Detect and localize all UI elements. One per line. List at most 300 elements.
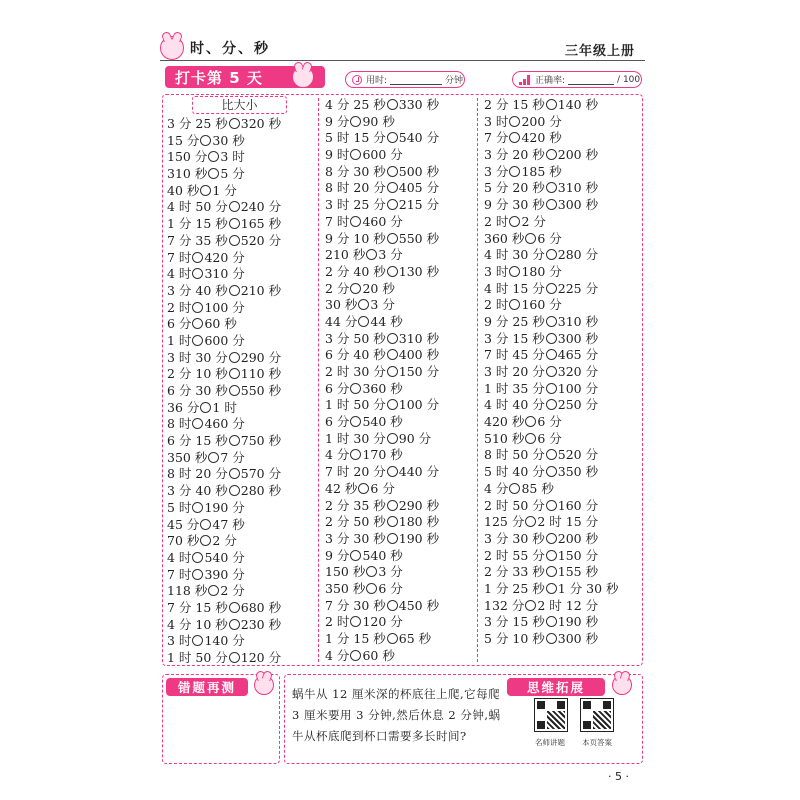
left-quantity: 7 时 xyxy=(167,566,192,582)
comparison-item xyxy=(484,164,619,181)
right-quantity: 90 分 xyxy=(398,430,432,446)
comparison-item xyxy=(325,180,439,197)
answer-circle[interactable] xyxy=(387,233,398,244)
left-quantity: 2 时 30 分 xyxy=(325,364,386,379)
answer-circle[interactable] xyxy=(546,249,557,260)
comparison-item xyxy=(484,97,619,114)
answer-circle[interactable] xyxy=(546,316,557,327)
right-quantity: 140 分 xyxy=(204,633,245,649)
left-quantity: 4 分 xyxy=(484,480,509,496)
left-quantity: 4 分 25 秒 xyxy=(325,97,386,112)
answer-circle[interactable] xyxy=(229,435,240,446)
left-quantity: 5 分 10 秒 xyxy=(484,631,545,646)
right-quantity: 300 秒 xyxy=(557,330,599,346)
answer-circle[interactable] xyxy=(546,566,557,577)
comparison-item xyxy=(325,414,439,431)
comparison-item xyxy=(167,300,281,317)
answer-circle[interactable] xyxy=(208,168,219,179)
comparison-item xyxy=(484,431,619,448)
left-quantity: 150 秒 xyxy=(325,564,366,580)
left-quantity: 15 分 xyxy=(167,132,200,148)
answer-circle[interactable] xyxy=(546,283,557,294)
right-quantity: 3 分 xyxy=(370,297,395,313)
left-quantity: 118 秒 xyxy=(167,583,208,599)
answer-circle[interactable] xyxy=(509,132,520,143)
answer-circle[interactable] xyxy=(509,166,520,177)
comparison-item xyxy=(325,514,439,531)
answer-circle[interactable] xyxy=(546,149,557,160)
answer-circle[interactable] xyxy=(387,182,398,193)
left-quantity: 4 时 50 分 xyxy=(167,199,228,215)
right-quantity: 2 时 15 分 xyxy=(537,514,599,530)
answer-circle[interactable] xyxy=(200,402,211,413)
answer-circle[interactable] xyxy=(192,318,203,329)
answer-circle[interactable] xyxy=(509,483,520,494)
answer-circle[interactable] xyxy=(546,449,557,460)
answer-circle[interactable] xyxy=(208,585,219,596)
right-quantity: 215 分 xyxy=(398,197,440,213)
comparison-item xyxy=(325,197,439,214)
comparison-item xyxy=(325,97,439,114)
comparison-item xyxy=(167,350,281,367)
left-quantity: 6 分 30 秒 xyxy=(167,383,228,398)
answer-circle[interactable] xyxy=(387,166,398,177)
right-quantity: 400 秒 xyxy=(398,347,440,363)
comparison-item xyxy=(167,383,281,400)
answer-circle[interactable] xyxy=(192,252,203,263)
answer-circle[interactable] xyxy=(366,249,377,260)
right-quantity: 110 秒 xyxy=(240,366,282,382)
answer-circle[interactable] xyxy=(192,552,203,563)
right-quantity: 420 分 xyxy=(204,249,245,265)
left-quantity: 9 分 25 秒 xyxy=(484,313,545,329)
answer-circle[interactable] xyxy=(229,468,240,479)
right-quantity: 280 分 xyxy=(557,247,599,263)
comparison-item xyxy=(484,447,619,464)
left-quantity: 2 时 xyxy=(484,213,509,229)
comparison-item xyxy=(484,481,619,498)
answer-circle[interactable] xyxy=(366,566,377,577)
answer-circle[interactable] xyxy=(229,235,240,246)
answer-circle[interactable] xyxy=(387,633,398,644)
left-quantity: 4 时 15 分 xyxy=(484,280,545,296)
comparison-item xyxy=(167,600,281,617)
left-quantity: 8 分 30 秒 xyxy=(325,163,386,179)
answer-circle[interactable] xyxy=(350,216,361,227)
left-quantity: 6 分 40 秒 xyxy=(325,347,386,363)
left-quantity: 40 秒 xyxy=(167,182,200,198)
left-quantity: 2 时 50 分 xyxy=(484,497,545,513)
answer-circle[interactable] xyxy=(229,218,240,229)
answer-circle[interactable] xyxy=(192,502,203,513)
answer-circle[interactable] xyxy=(192,335,203,346)
answer-circle[interactable] xyxy=(200,519,211,530)
right-quantity: 240 分 xyxy=(240,199,282,215)
qr-code-icon-1[interactable] xyxy=(534,698,568,732)
left-quantity: 3 分 15 秒 xyxy=(484,330,545,346)
comparison-item xyxy=(325,531,439,548)
left-quantity: 2 分 10 秒 xyxy=(167,366,228,382)
left-quantity: 4 时 30 分 xyxy=(484,247,545,263)
left-quantity: 125 分 xyxy=(484,514,525,530)
answer-circle[interactable] xyxy=(546,583,557,594)
comparison-item xyxy=(484,364,619,381)
answer-circle[interactable] xyxy=(387,399,398,410)
right-quantity: 750 秒 xyxy=(240,433,282,449)
right-quantity: 85 秒 xyxy=(521,480,554,496)
comparison-item xyxy=(167,483,281,500)
left-quantity: 4 分 xyxy=(325,647,350,663)
accuracy-total: / 100 xyxy=(617,74,641,85)
answer-circle[interactable] xyxy=(387,433,398,444)
answer-circle[interactable] xyxy=(200,185,211,196)
answer-circle[interactable] xyxy=(387,533,398,544)
column-divider-1 xyxy=(318,98,319,662)
right-quantity: 600 分 xyxy=(362,147,403,163)
answer-circle[interactable] xyxy=(509,266,520,277)
answer-circle[interactable] xyxy=(387,132,398,143)
comparison-item xyxy=(167,250,281,267)
answer-circle[interactable] xyxy=(358,316,369,327)
left-quantity: 8 时 xyxy=(167,416,192,432)
comparison-item xyxy=(167,416,281,433)
comparison-item xyxy=(484,614,619,631)
answer-circle[interactable] xyxy=(546,349,557,360)
comparison-item xyxy=(167,533,281,550)
answer-circle[interactable] xyxy=(546,366,557,377)
time-label: 用时: xyxy=(366,76,388,86)
comparison-item xyxy=(167,233,281,250)
chapter-title: 时、分、秒 xyxy=(190,41,270,57)
answer-circle[interactable] xyxy=(229,118,240,129)
accuracy-box xyxy=(512,71,642,88)
answer-circle[interactable] xyxy=(350,149,361,160)
answer-circle[interactable] xyxy=(192,418,203,429)
right-quantity: 390 分 xyxy=(204,566,245,582)
answer-circle[interactable] xyxy=(525,516,536,527)
time-input-line[interactable] xyxy=(390,75,442,85)
answer-circle[interactable] xyxy=(350,283,361,294)
right-quantity: 680 秒 xyxy=(240,599,282,615)
answer-circle[interactable] xyxy=(387,99,398,110)
comparison-item xyxy=(167,567,281,584)
comparison-item xyxy=(167,517,281,534)
left-quantity: 1 分 15 秒 xyxy=(325,631,386,646)
comparison-item xyxy=(325,364,439,381)
answer-circle[interactable] xyxy=(546,99,557,110)
mascot-icon xyxy=(160,36,184,60)
right-quantity: 180 分 xyxy=(521,263,562,279)
left-quantity: 4 分 10 秒 xyxy=(167,616,228,632)
rabbit-mascot-icon xyxy=(292,66,314,88)
right-quantity: 6 分 xyxy=(378,580,403,596)
answer-circle[interactable] xyxy=(350,449,361,460)
left-quantity: 1 分 15 秒 xyxy=(167,216,228,232)
answer-circle[interactable] xyxy=(387,500,398,511)
right-quantity: 540 秒 xyxy=(362,547,403,563)
answer-circle[interactable] xyxy=(192,268,203,279)
answer-circle[interactable] xyxy=(350,416,361,427)
comparison-item xyxy=(484,498,619,515)
comparison-item xyxy=(325,164,439,181)
left-quantity: 7 时 20 分 xyxy=(325,464,386,480)
right-quantity: 200 分 xyxy=(521,113,562,129)
qr2-label: 本页答案 xyxy=(582,738,612,747)
left-quantity: 1 时 xyxy=(167,332,192,348)
answer-circle[interactable] xyxy=(525,600,536,611)
comparison-item xyxy=(167,166,281,183)
comparison-item xyxy=(167,466,281,483)
comparison-item xyxy=(484,564,619,581)
right-quantity: 320 分 xyxy=(557,364,599,379)
answer-circle[interactable] xyxy=(546,633,557,644)
answer-circle[interactable] xyxy=(546,383,557,394)
comparison-item xyxy=(484,147,619,164)
comparison-item xyxy=(484,548,619,565)
answer-circle[interactable] xyxy=(358,299,369,310)
right-quantity: 90 秒 xyxy=(362,113,395,129)
comparison-item xyxy=(484,314,619,331)
left-quantity: 70 秒 xyxy=(167,533,200,549)
answer-circle[interactable] xyxy=(350,116,361,127)
section-title: 比大小 xyxy=(192,96,287,114)
left-quantity: 8 时 50 分 xyxy=(484,447,545,463)
answer-circle[interactable] xyxy=(229,602,240,613)
comparison-item xyxy=(484,130,619,147)
right-quantity: 200 秒 xyxy=(557,147,599,163)
right-quantity: 420 秒 xyxy=(521,130,562,146)
answer-circle[interactable] xyxy=(387,266,398,277)
comparison-item xyxy=(325,381,439,398)
answer-circle[interactable] xyxy=(546,466,557,477)
qr1-label: 名师讲题 xyxy=(535,738,565,747)
answer-circle[interactable] xyxy=(229,285,240,296)
right-quantity: 320 秒 xyxy=(240,116,282,131)
answer-circle[interactable] xyxy=(208,151,219,162)
comparison-item xyxy=(325,598,439,615)
comparison-item xyxy=(325,481,439,498)
left-quantity: 2 时 xyxy=(325,614,350,630)
cat-mascot-icon xyxy=(254,675,274,695)
rabbit-mascot-icon-2 xyxy=(612,675,632,695)
left-quantity: 2 时 xyxy=(484,297,509,313)
comparison-item xyxy=(325,331,439,348)
answer-circle[interactable] xyxy=(350,616,361,627)
answer-circle[interactable] xyxy=(192,302,203,313)
left-quantity: 3 分 30 秒 xyxy=(325,530,386,546)
left-quantity: 420 秒 xyxy=(484,414,525,430)
right-quantity: 170 秒 xyxy=(362,447,403,463)
right-quantity: 200 秒 xyxy=(557,530,599,546)
right-quantity: 5 分 xyxy=(220,166,245,182)
left-quantity: 5 时 40 分 xyxy=(484,464,545,480)
left-quantity: 7 时 xyxy=(167,249,192,265)
right-quantity: 60 秒 xyxy=(204,316,237,332)
left-quantity: 7 分 30 秒 xyxy=(325,597,386,613)
left-quantity: 9 分 xyxy=(325,113,350,129)
answer-circle[interactable] xyxy=(546,500,557,511)
comparison-item xyxy=(325,247,439,264)
comparison-item xyxy=(167,333,281,350)
answer-circle[interactable] xyxy=(509,216,520,227)
answer-circle[interactable] xyxy=(525,433,536,444)
left-quantity: 3 时 xyxy=(484,263,509,279)
answer-circle[interactable] xyxy=(229,619,240,630)
answer-circle[interactable] xyxy=(387,516,398,527)
right-quantity: 230 秒 xyxy=(240,616,282,632)
answer-circle[interactable] xyxy=(546,550,557,561)
left-quantity: 2 时 55 分 xyxy=(484,547,545,563)
right-quantity: 155 秒 xyxy=(557,564,599,580)
comparison-item xyxy=(167,133,281,150)
right-quantity: 450 秒 xyxy=(398,597,440,613)
answer-circle[interactable] xyxy=(358,483,369,494)
right-quantity: 180 秒 xyxy=(398,514,440,530)
answer-circle[interactable] xyxy=(509,116,520,127)
qr-code-icon-2[interactable] xyxy=(580,698,614,732)
answer-circle[interactable] xyxy=(350,650,361,661)
answer-circle[interactable] xyxy=(229,201,240,212)
accuracy-input-line[interactable] xyxy=(568,75,614,85)
right-quantity: 6 分 xyxy=(537,414,562,430)
left-quantity: 7 时 45 分 xyxy=(484,347,545,363)
answer-circle[interactable] xyxy=(200,535,211,546)
left-quantity: 3 分 20 秒 xyxy=(484,147,545,163)
comparison-item xyxy=(484,381,619,398)
right-quantity: 310 秒 xyxy=(557,180,599,196)
comparison-item xyxy=(325,614,439,631)
answer-circle[interactable] xyxy=(509,299,520,310)
left-quantity: 3 时 25 分 xyxy=(325,197,386,213)
answer-circle[interactable] xyxy=(387,366,398,377)
left-quantity: 8 时 20 分 xyxy=(167,466,228,482)
answer-circle[interactable] xyxy=(546,533,557,544)
answer-circle[interactable] xyxy=(192,569,203,580)
answer-circle[interactable] xyxy=(387,600,398,611)
answer-circle[interactable] xyxy=(200,135,211,146)
left-quantity: 3 分 50 秒 xyxy=(325,330,386,346)
answer-circle[interactable] xyxy=(366,583,377,594)
left-quantity: 3 时 20 分 xyxy=(484,364,545,379)
answer-circle[interactable] xyxy=(546,333,557,344)
answer-circle[interactable] xyxy=(229,385,240,396)
answer-circle[interactable] xyxy=(525,416,536,427)
left-quantity: 36 分 xyxy=(167,399,200,415)
comparison-item xyxy=(325,397,439,414)
right-quantity: 540 秒 xyxy=(362,414,403,430)
right-quantity: 300 秒 xyxy=(557,197,599,213)
comparison-item xyxy=(484,414,619,431)
answer-circle[interactable] xyxy=(387,349,398,360)
column-divider-2 xyxy=(477,98,478,662)
left-quantity: 30 秒 xyxy=(325,297,358,313)
left-quantity: 7 分 xyxy=(484,130,509,146)
left-quantity: 3 分 30 秒 xyxy=(484,530,545,546)
left-quantity: 8 时 20 分 xyxy=(325,180,386,196)
left-quantity: 45 分 xyxy=(167,516,200,532)
left-quantity: 6 分 15 秒 xyxy=(167,433,228,449)
header-rule xyxy=(160,60,645,61)
left-quantity: 6 分 xyxy=(325,380,350,396)
answer-circle[interactable] xyxy=(387,333,398,344)
comparison-item xyxy=(167,366,281,383)
comparison-item xyxy=(325,114,439,131)
answer-circle[interactable] xyxy=(387,466,398,477)
right-quantity: 310 秒 xyxy=(557,313,599,329)
right-quantity: 520 分 xyxy=(557,447,599,463)
comparison-item xyxy=(167,283,281,300)
left-quantity: 9 分 30 秒 xyxy=(484,197,545,213)
left-quantity: 350 秒 xyxy=(325,580,366,596)
comparison-item xyxy=(325,264,439,281)
right-quantity: 600 分 xyxy=(204,332,245,348)
right-quantity: 3 分 xyxy=(378,564,403,580)
right-quantity: 120 分 xyxy=(240,650,282,665)
comparison-item xyxy=(325,214,439,231)
answer-circle[interactable] xyxy=(229,485,240,496)
left-quantity: 5 分 20 秒 xyxy=(484,180,545,196)
comparison-item xyxy=(325,548,439,565)
right-quantity: 190 分 xyxy=(204,499,245,515)
answer-circle[interactable] xyxy=(229,652,240,663)
left-quantity: 4 时 xyxy=(167,549,192,565)
right-quantity: 30 秒 xyxy=(212,132,245,148)
answer-circle[interactable] xyxy=(546,616,557,627)
answer-circle[interactable] xyxy=(229,368,240,379)
comparison-item xyxy=(167,266,281,283)
day-banner-title: 打卡第 5 天 xyxy=(175,68,263,87)
right-quantity: 7 分 xyxy=(220,449,245,465)
comparison-item xyxy=(484,214,619,231)
answer-circle[interactable] xyxy=(350,383,361,394)
answer-circle[interactable] xyxy=(546,399,557,410)
left-quantity: 3 分 xyxy=(484,163,509,179)
right-quantity: 460 分 xyxy=(362,213,403,229)
comparison-item xyxy=(325,347,439,364)
comparison-item xyxy=(325,631,439,648)
answer-circle[interactable] xyxy=(350,550,361,561)
right-quantity: 1 分 30 秒 xyxy=(557,580,619,596)
answer-circle[interactable] xyxy=(546,199,557,210)
left-quantity: 1 时 30 分 xyxy=(325,430,386,446)
answer-circle[interactable] xyxy=(525,233,536,244)
right-quantity: 540 分 xyxy=(398,130,440,146)
left-quantity: 9 分 xyxy=(325,547,350,563)
comparison-item xyxy=(325,130,439,147)
right-quantity: 300 秒 xyxy=(557,631,599,646)
left-quantity: 350 秒 xyxy=(167,449,208,465)
right-quantity: 2 时 12 分 xyxy=(537,597,599,613)
comparison-item xyxy=(484,464,619,481)
answer-circle[interactable] xyxy=(229,352,240,363)
comparison-item xyxy=(325,498,439,515)
exercise-column-1 xyxy=(167,116,281,667)
left-quantity: 4 时 xyxy=(167,266,192,282)
comparison-item xyxy=(325,314,439,331)
right-quantity: 460 分 xyxy=(204,416,245,432)
right-quantity: 100 分 xyxy=(398,397,440,413)
answer-circle[interactable] xyxy=(192,635,203,646)
answer-circle[interactable] xyxy=(387,199,398,210)
comparison-item xyxy=(167,183,281,200)
answer-circle[interactable] xyxy=(546,182,557,193)
right-quantity: 130 秒 xyxy=(398,263,440,279)
comparison-item xyxy=(167,633,281,650)
thinking-title: 思维拓展 xyxy=(507,678,605,696)
right-quantity: 2 分 xyxy=(212,533,237,549)
answer-circle[interactable] xyxy=(208,452,219,463)
left-quantity: 3 分 40 秒 xyxy=(167,282,228,298)
